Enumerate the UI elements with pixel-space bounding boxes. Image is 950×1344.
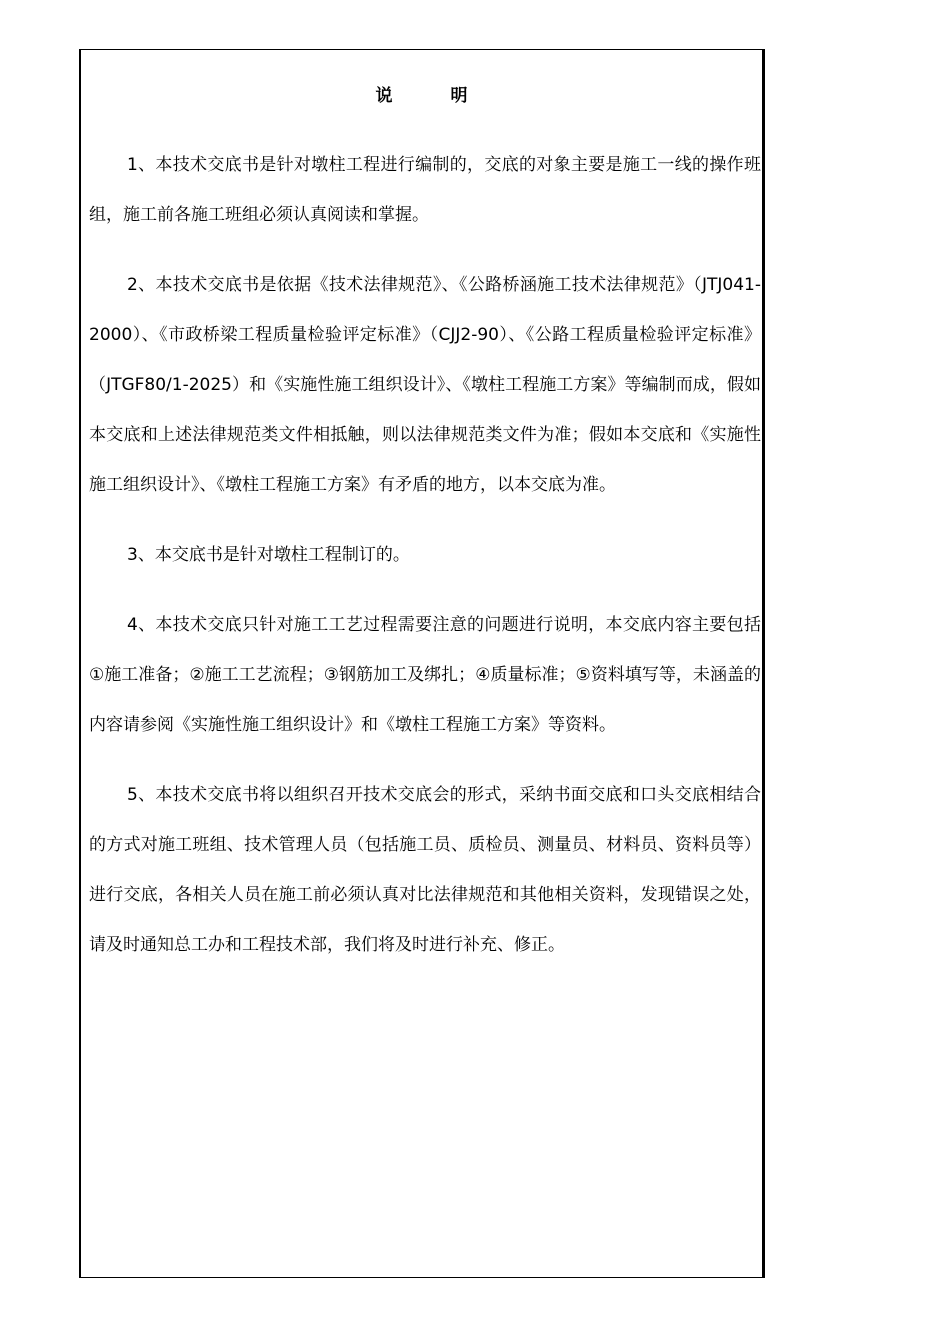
paragraph-2: 2、本技术交底书是依据《技术法律规范》、《公路桥涵施工技术法律规范》（JTJ041-2000）、《市政桥梁工程质量检验评定标准》（CJJ2-90）、《公路工程质量检验评定标准》（JTGF80/1-2025）和《实施性施工组织设计》、《墩柱工程施工方案》等编制而成，假如本交底和上述法律规范类文件相抵触，则以法律规范类文件为准；假如本交底和《实施性施工组织设计》、《墩柱工程施工方案》有矛盾的地方，以本交底为准。	[89, 275, 761, 495]
paragraph-3: 3、本交底书是针对墩柱工程制订的。	[127, 545, 410, 565]
document-body	[89, 140, 761, 990]
document-frame	[79, 49, 765, 1278]
paragraph-4: 4、本技术交底只针对施工工艺过程需要注意的问题进行说明，本交底内容主要包括①施工准备；②施工工艺流程；③钢筋加工及绑扎；④质量标准；⑤资料填写等，未涵盖的内容请参阅《实施性施工组织设计》和《墩柱工程施工方案》等资料。	[89, 615, 761, 735]
paragraph-5: 5、本技术交底书将以组织召开技术交底会的形式，采纳书面交底和口头交底相结合的方式对施工班组、技术管理人员（包括施工员、质检员、测量员、材料员、资料员等）进行交底，各相关人员在施工前必须认真对比法律规范和其他相关资料，发现错误之处，请及时通知总工办和工程技术部，我们将及时进行补充、修正。	[89, 785, 761, 955]
paragraph-1: 1、本技术交底书是针对墩柱工程进行编制的，交底的对象主要是施工一线的操作班组，施工前各施工班组必须认真阅读和掌握。	[89, 155, 761, 225]
document-title: 说 明	[375, 86, 494, 106]
